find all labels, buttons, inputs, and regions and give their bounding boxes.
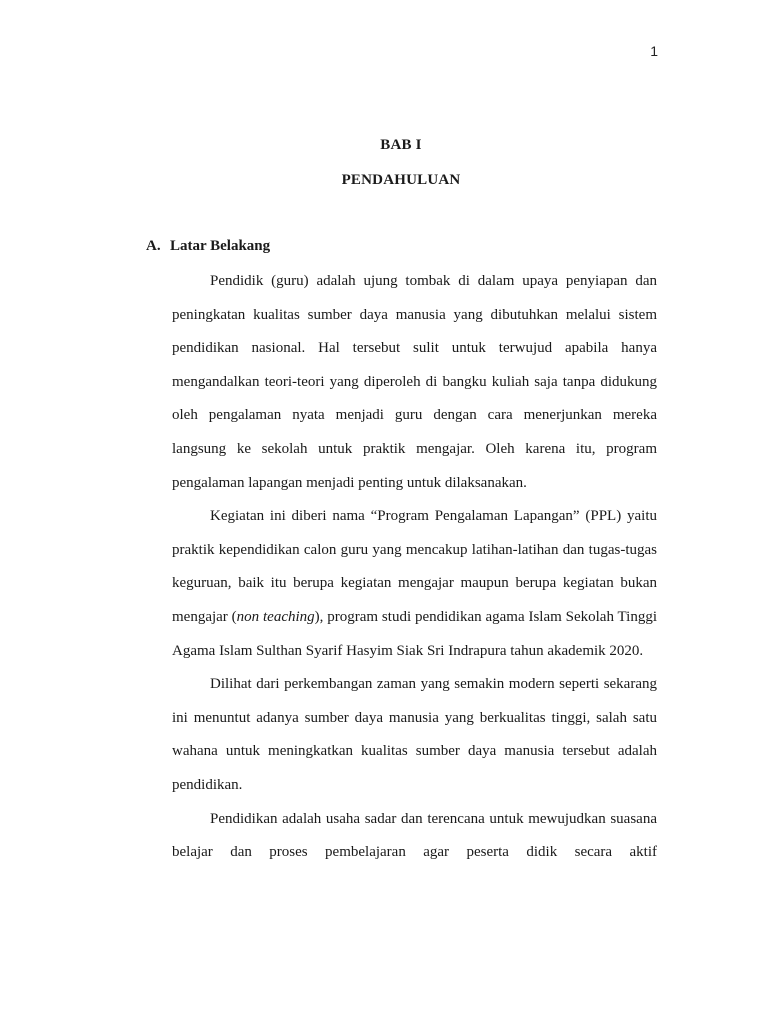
paragraph: Pendidik (guru) adalah ujung tombak di dalam upaya penyiapan dan peningkatan kualitas sumber daya manusia yang dibutuhkan melalui sistem pendidikan nasional. Hal tersebut sulit untuk terwujud apabila hanya mengandalkan teori-teori yang diperoleh di bangku kuliah saja tanpa didukung oleh pengalaman nyata menjadi guru dengan cara menerjunkan mereka langsung ke sekolah untuk praktik mengajar. Oleh karena itu, program pengalaman lapangan menjadi penting untuk dilaksanakan. [172, 273, 657, 491]
body-text [172, 265, 657, 870]
paragraph [172, 500, 657, 668]
section-heading [146, 238, 270, 255]
italic-term: non teaching [236, 608, 315, 625]
paragraph-text: ), program studi pendidikan agama Islam Sekolah Tinggi Agama Islam Sulthan Syarif Hasyim Siak Sri Indrapura tahun akademik 2020. [172, 608, 658, 659]
section-title: Latar Belakang [170, 238, 271, 254]
paragraph: Pendidikan adalah usaha sadar dan terencana untuk mewujudkan suasana belajar dan proses pembelajaran agar peserta didik secara aktif [172, 810, 657, 861]
chapter-title: BAB I [380, 137, 422, 153]
page-number: 1 [650, 43, 658, 59]
paragraph: Dilihat dari perkembangan zaman yang semakin modern seperti sekarang ini menuntut adanya sumber daya manusia yang berkualitas tinggi, salah satu wahana untuk meningkatkan kualitas sumber daya manusia tersebut adalah pendidikan. [172, 676, 657, 793]
chapter-subtitle: PENDAHULUAN [341, 172, 461, 188]
paragraph-text: Kegiatan ini diberi nama “Program Pengalaman Lapangan” (PPL) yaitu praktik kependidikan calon guru yang mencakup latihan-latihan dan tugas-tugas keguruan, baik itu berupa kegiatan mengajar maupun berupa kegiatan bukan mengajar ( [172, 508, 657, 625]
section-marker: A. [146, 238, 161, 254]
